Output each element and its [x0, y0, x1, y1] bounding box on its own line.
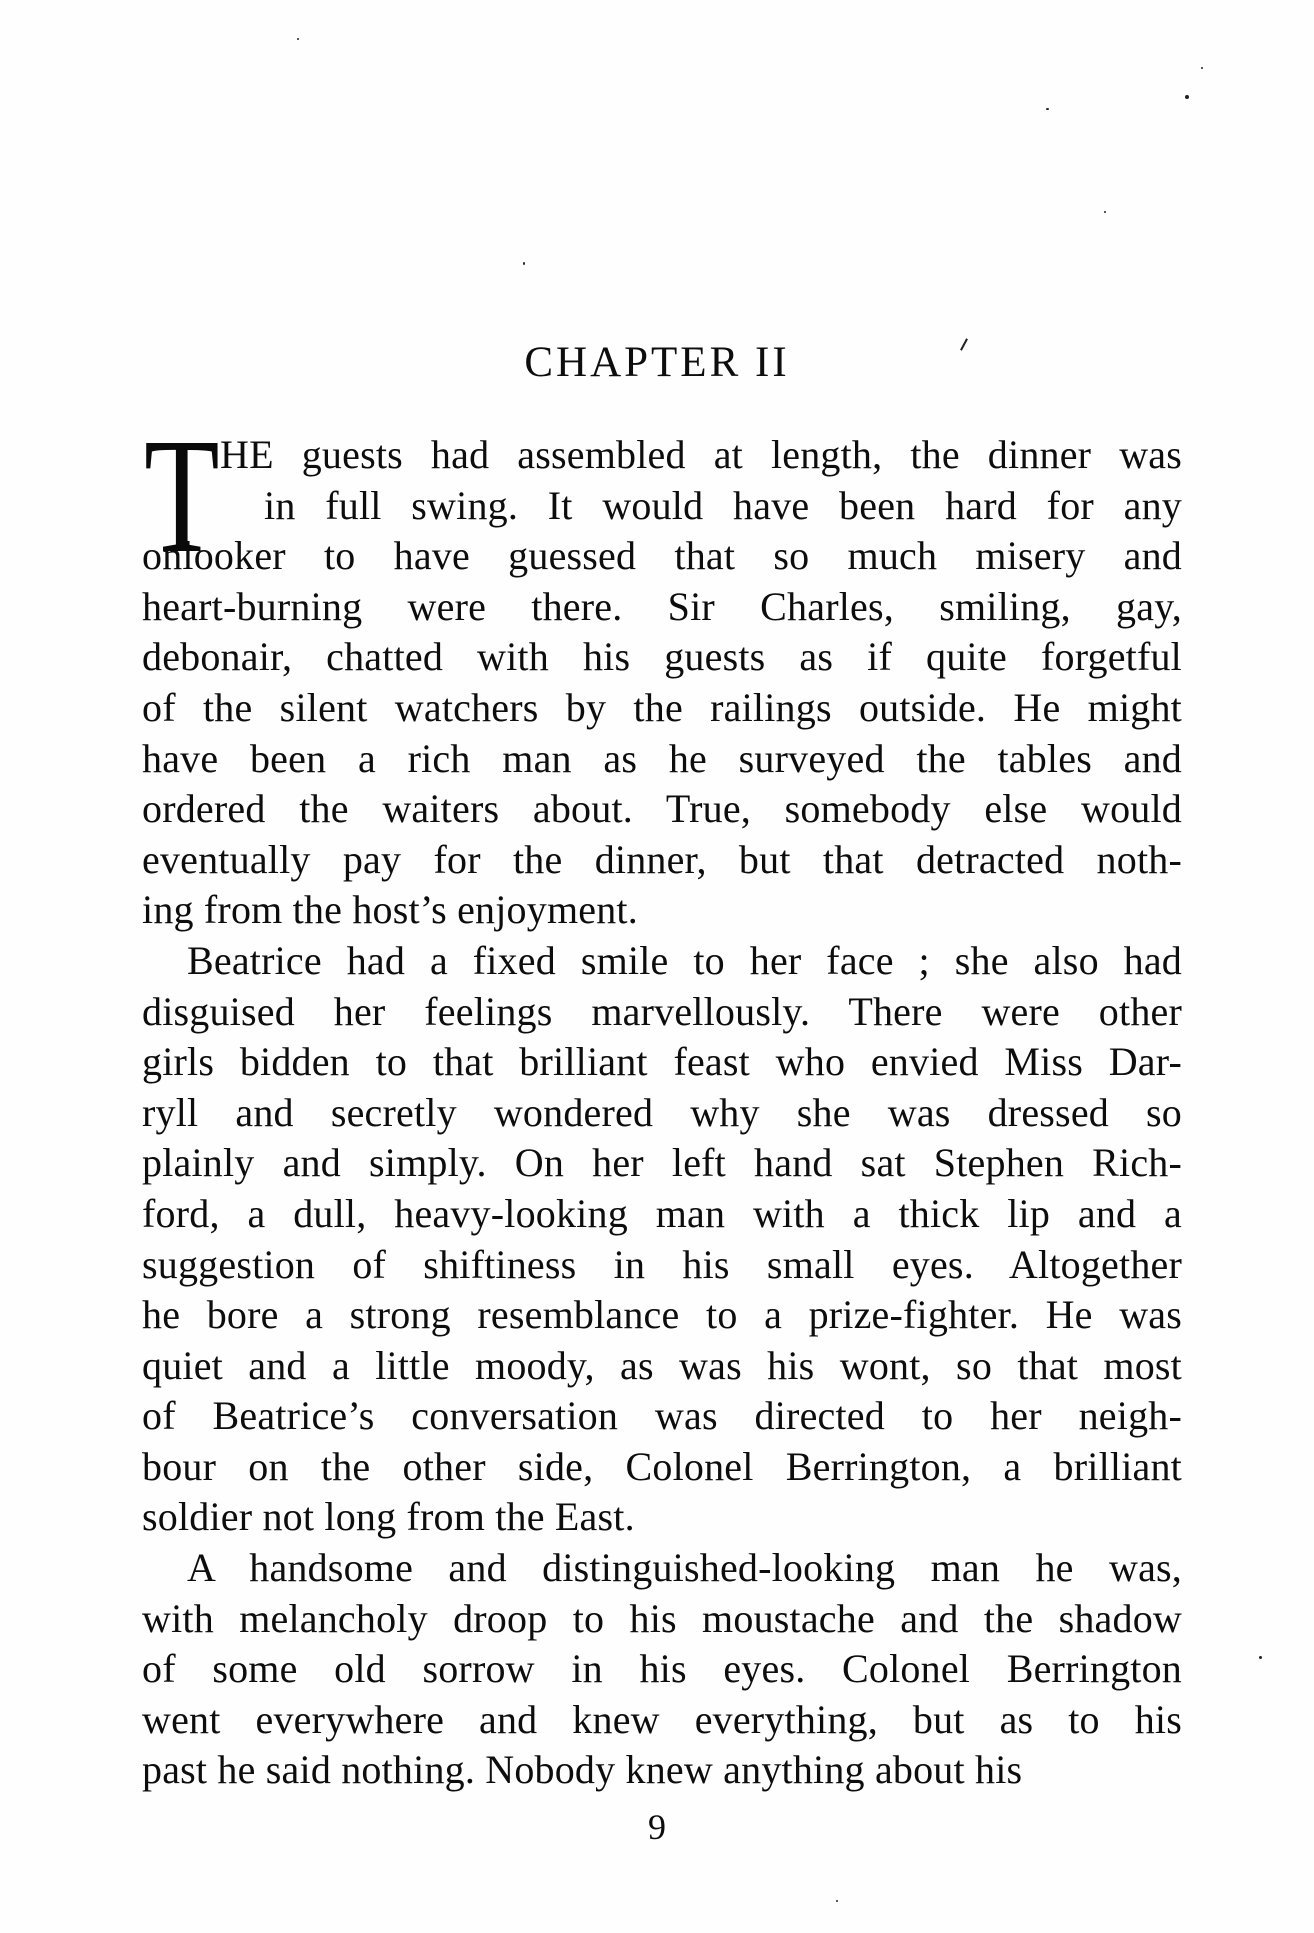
text-line: girls bidden to that brilliant feast who envied Miss Dar-	[142, 1039, 1182, 1085]
text-column	[142, 404, 1182, 1796]
text-line: plainly and simply. On her left hand sat Stephen Rich-	[142, 1140, 1182, 1186]
text-line: ryll and secretly wondered why she was dressed so	[142, 1089, 1182, 1135]
text-line: of Beatrice’s conversation was directed to her neigh-	[142, 1393, 1182, 1439]
text-line: bour on the other side, Colonel Berrington, a brilliant	[142, 1443, 1182, 1489]
text-line: went everywhere and knew everything, but as to his	[142, 1696, 1182, 1742]
text-line: suggestion of shiftiness in his small eyes. Altogether	[142, 1241, 1182, 1287]
text-line: Beatrice had a fixed smile to her face ; she also had	[187, 937, 1182, 983]
scan-speck	[1104, 211, 1106, 213]
chapter-heading: CHAPTER II	[524, 339, 790, 386]
text-line: of the silent watchers by the railings outside. He might	[142, 684, 1182, 730]
text-line: in full swing. It would have been hard for any	[264, 482, 1182, 528]
text-line: quiet and a little moody, as was his wont, so that most	[142, 1342, 1182, 1388]
text-line: past he said nothing. Nobody knew anything about his	[142, 1747, 1023, 1793]
text-line: debonair, chatted with his guests as if quite forgetful	[142, 634, 1182, 680]
scan-speck	[1185, 95, 1189, 99]
scan-speck	[1259, 1656, 1262, 1659]
text-line: ford, a dull, heavy-looking man with a thick lip and a	[142, 1190, 1182, 1236]
text-line: A handsome and distinguished-looking man he was,	[187, 1545, 1182, 1591]
text-line: ing from the host’s enjoyment.	[142, 887, 638, 933]
scan-speck	[1046, 108, 1049, 110]
text-line: HE guests had assembled at length, the dinner was	[220, 432, 1182, 477]
scan-speck	[836, 1900, 838, 1902]
text-line: ordered the waiters about. True, somebody else would	[142, 786, 1182, 832]
text-line: eventually pay for the dinner, but that detracted noth-	[142, 836, 1182, 882]
page-number: 9	[648, 1807, 666, 1847]
text-line: he bore a strong resemblance to a prize-fighter. He was	[142, 1292, 1182, 1338]
text-line: soldier not long from the East.	[142, 1494, 635, 1540]
text-line: onlooker to have guessed that so much misery and	[142, 533, 1182, 579]
text-line: with melancholy droop to his moustache and the shadow	[142, 1595, 1182, 1641]
scan-speck	[523, 262, 525, 265]
text-line: have been a rich man as he surveyed the tables and	[142, 735, 1182, 781]
text-line: heart-burning were there. Sir Charles, smiling, gay,	[142, 583, 1182, 629]
scan-speck	[1201, 67, 1203, 69]
drop-cap: T	[144, 404, 220, 587]
scan-speck	[297, 38, 299, 40]
text-line: of some old sorrow in his eyes. Colonel Berrington	[142, 1646, 1182, 1692]
text-line: disguised her feelings marvellously. There were other	[142, 988, 1182, 1034]
